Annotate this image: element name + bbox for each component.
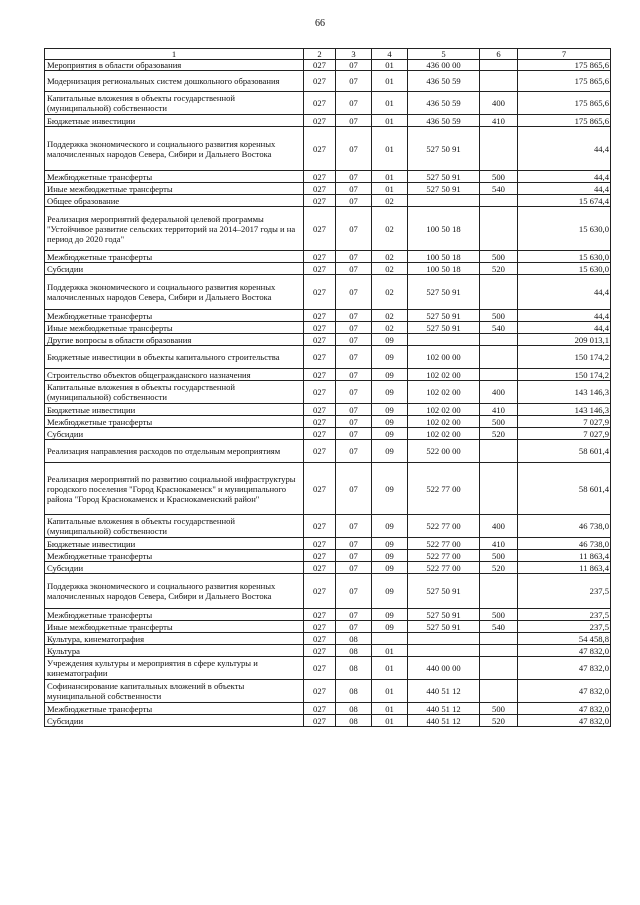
header-cell-1: 1	[45, 49, 304, 60]
row-expense-type-cell: 540	[480, 621, 518, 633]
row-amount-cell: 46 738,0	[518, 538, 611, 550]
table-row	[45, 715, 611, 727]
row-name-cell: Культура	[45, 645, 304, 657]
row-name-cell: Межбюджетные трансферты	[45, 609, 304, 621]
row-subsection-cell: 09	[372, 574, 408, 609]
row-amount-cell: 15 630,0	[518, 251, 611, 263]
table-row	[45, 171, 611, 183]
row-name-cell: Реализация направления расходов по отдельным мероприятиям	[45, 440, 304, 463]
row-target-cell: 102 02 00	[408, 416, 480, 428]
row-code-cell: 027	[304, 609, 336, 621]
row-target-cell: 527 50 91	[408, 621, 480, 633]
row-target-cell	[408, 633, 480, 645]
row-name-cell: Субсидии	[45, 428, 304, 440]
row-name-cell: Субсидии	[45, 263, 304, 275]
row-expense-type-cell: 520	[480, 715, 518, 727]
row-section-cell: 07	[336, 562, 372, 574]
row-expense-type-cell: 540	[480, 183, 518, 195]
row-amount-cell: 58 601,4	[518, 440, 611, 463]
row-name-cell: Другие вопросы в области образования	[45, 334, 304, 346]
row-expense-type-cell	[480, 440, 518, 463]
row-name-cell: Капитальные вложения в объекты государственной (муниципальной) собственности	[45, 515, 304, 538]
row-expense-type-cell: 500	[480, 251, 518, 263]
row-section-cell: 07	[336, 92, 372, 115]
row-target-cell: 522 77 00	[408, 515, 480, 538]
row-subsection-cell: 01	[372, 680, 408, 703]
row-amount-cell: 44,4	[518, 322, 611, 334]
row-section-cell: 07	[336, 334, 372, 346]
row-subsection-cell: 09	[372, 550, 408, 562]
row-code-cell: 027	[304, 440, 336, 463]
row-amount-cell: 58 601,4	[518, 463, 611, 515]
table-row	[45, 657, 611, 680]
row-name-cell: Межбюджетные трансферты	[45, 171, 304, 183]
header-cell-7: 7	[518, 49, 611, 60]
row-subsection-cell: 02	[372, 275, 408, 310]
table-row	[45, 609, 611, 621]
row-code-cell: 027	[304, 127, 336, 171]
row-code-cell: 027	[304, 183, 336, 195]
row-target-cell: 436 50 59	[408, 115, 480, 127]
row-expense-type-cell: 520	[480, 428, 518, 440]
row-name-cell: Общее образование	[45, 195, 304, 207]
row-amount-cell: 47 832,0	[518, 657, 611, 680]
row-name-cell: Поддержка экономического и социального развития коренных малочисленных народов Севера, Сибири и Дальнего Востока	[45, 275, 304, 310]
row-subsection-cell: 01	[372, 657, 408, 680]
row-amount-cell: 150 174,2	[518, 369, 611, 381]
row-amount-cell: 15 674,4	[518, 195, 611, 207]
table-row	[45, 428, 611, 440]
row-expense-type-cell	[480, 574, 518, 609]
header-cell-3: 3	[336, 49, 372, 60]
row-expense-type-cell	[480, 633, 518, 645]
row-expense-type-cell	[480, 60, 518, 71]
row-section-cell: 08	[336, 715, 372, 727]
row-code-cell: 027	[304, 416, 336, 428]
row-code-cell: 027	[304, 275, 336, 310]
row-section-cell: 07	[336, 115, 372, 127]
budget-table	[44, 48, 611, 727]
row-section-cell: 07	[336, 609, 372, 621]
row-name-cell: Софинансирование капитальных вложений в объекты муниципальной собственности	[45, 680, 304, 703]
row-name-cell: Бюджетные инвестиции	[45, 538, 304, 550]
row-section-cell: 07	[336, 310, 372, 322]
row-section-cell: 07	[336, 275, 372, 310]
row-subsection-cell: 01	[372, 703, 408, 715]
table-row	[45, 275, 611, 310]
row-subsection-cell: 09	[372, 538, 408, 550]
row-amount-cell: 47 832,0	[518, 645, 611, 657]
row-amount-cell: 209 013,1	[518, 334, 611, 346]
row-code-cell: 027	[304, 404, 336, 416]
row-code-cell: 027	[304, 322, 336, 334]
row-subsection-cell: 01	[372, 183, 408, 195]
row-section-cell: 07	[336, 416, 372, 428]
row-name-cell: Капитальные вложения в объекты государственной (муниципальной) собственности	[45, 92, 304, 115]
row-section-cell: 07	[336, 183, 372, 195]
row-section-cell: 07	[336, 60, 372, 71]
row-amount-cell: 175 865,6	[518, 92, 611, 115]
row-section-cell: 07	[336, 369, 372, 381]
row-expense-type-cell	[480, 275, 518, 310]
row-name-cell: Поддержка экономического и социального развития коренных малочисленных народов Севера, Сибири и Дальнего Востока	[45, 127, 304, 171]
row-expense-type-cell: 500	[480, 703, 518, 715]
row-code-cell: 027	[304, 310, 336, 322]
table-row	[45, 263, 611, 275]
row-code-cell: 027	[304, 515, 336, 538]
row-subsection-cell: 02	[372, 322, 408, 334]
row-code-cell: 027	[304, 207, 336, 251]
row-target-cell: 522 77 00	[408, 463, 480, 515]
table-row	[45, 440, 611, 463]
row-code-cell: 027	[304, 60, 336, 71]
row-target-cell: 527 50 91	[408, 171, 480, 183]
page-number: 66	[315, 18, 325, 29]
row-subsection-cell: 09	[372, 463, 408, 515]
row-name-cell: Бюджетные инвестиции	[45, 404, 304, 416]
row-expense-type-cell: 520	[480, 562, 518, 574]
row-code-cell: 027	[304, 550, 336, 562]
header-cell-4: 4	[372, 49, 408, 60]
row-subsection-cell: 01	[372, 60, 408, 71]
row-section-cell: 07	[336, 171, 372, 183]
row-target-cell: 102 02 00	[408, 369, 480, 381]
table-row	[45, 346, 611, 369]
row-name-cell: Межбюджетные трансферты	[45, 703, 304, 715]
row-target-cell	[408, 334, 480, 346]
row-expense-type-cell: 500	[480, 609, 518, 621]
table-row	[45, 633, 611, 645]
row-name-cell: Культура, кинематография	[45, 633, 304, 645]
table-row	[45, 680, 611, 703]
row-name-cell: Межбюджетные трансферты	[45, 550, 304, 562]
row-section-cell: 07	[336, 515, 372, 538]
row-section-cell: 08	[336, 645, 372, 657]
header-row	[45, 49, 611, 60]
row-code-cell: 027	[304, 680, 336, 703]
row-subsection-cell: 09	[372, 346, 408, 369]
row-name-cell: Реализация мероприятий федеральной целевой программы "Устойчивое развитие сельских территорий на 2014–2017 годы и на период до 2020 года"	[45, 207, 304, 251]
row-amount-cell: 47 832,0	[518, 703, 611, 715]
row-expense-type-cell: 540	[480, 322, 518, 334]
row-amount-cell: 237,5	[518, 621, 611, 633]
table-row	[45, 645, 611, 657]
row-target-cell: 436 00 00	[408, 60, 480, 71]
row-expense-type-cell: 400	[480, 515, 518, 538]
row-amount-cell: 15 630,0	[518, 207, 611, 251]
table-row	[45, 574, 611, 609]
row-target-cell: 522 77 00	[408, 538, 480, 550]
row-expense-type-cell	[480, 645, 518, 657]
row-target-cell	[408, 195, 480, 207]
row-subsection-cell: 01	[372, 171, 408, 183]
table-row	[45, 71, 611, 92]
table-row	[45, 127, 611, 171]
row-code-cell: 027	[304, 657, 336, 680]
row-amount-cell: 175 865,6	[518, 115, 611, 127]
table-row	[45, 92, 611, 115]
row-name-cell: Поддержка экономического и социального развития коренных малочисленных народов Севера, Сибири и Дальнего Востока	[45, 574, 304, 609]
table-row	[45, 404, 611, 416]
row-target-cell: 522 77 00	[408, 562, 480, 574]
row-target-cell	[408, 645, 480, 657]
row-section-cell: 07	[336, 621, 372, 633]
row-section-cell: 07	[336, 404, 372, 416]
row-target-cell: 527 50 91	[408, 183, 480, 195]
row-target-cell: 100 50 18	[408, 263, 480, 275]
row-amount-cell: 175 865,6	[518, 71, 611, 92]
table-row	[45, 334, 611, 346]
row-amount-cell: 44,4	[518, 183, 611, 195]
row-section-cell: 07	[336, 127, 372, 171]
row-subsection-cell: 02	[372, 195, 408, 207]
table-row	[45, 463, 611, 515]
table-row	[45, 703, 611, 715]
row-code-cell: 027	[304, 381, 336, 404]
row-name-cell: Капитальные вложения в объекты государственной (муниципальной) собственности	[45, 381, 304, 404]
row-section-cell: 07	[336, 346, 372, 369]
row-code-cell: 027	[304, 633, 336, 645]
row-amount-cell: 237,5	[518, 609, 611, 621]
row-subsection-cell: 02	[372, 251, 408, 263]
row-name-cell: Субсидии	[45, 715, 304, 727]
row-subsection-cell: 01	[372, 715, 408, 727]
row-amount-cell: 11 863,4	[518, 550, 611, 562]
table-row	[45, 550, 611, 562]
row-target-cell: 440 51 12	[408, 680, 480, 703]
row-expense-type-cell: 500	[480, 171, 518, 183]
row-amount-cell: 15 630,0	[518, 263, 611, 275]
row-subsection-cell: 09	[372, 369, 408, 381]
row-code-cell: 027	[304, 115, 336, 127]
row-name-cell: Межбюджетные трансферты	[45, 310, 304, 322]
row-expense-type-cell: 410	[480, 538, 518, 550]
row-subsection-cell	[372, 633, 408, 645]
table-row	[45, 381, 611, 404]
row-code-cell: 027	[304, 703, 336, 715]
row-amount-cell: 7 027,9	[518, 428, 611, 440]
row-section-cell: 07	[336, 381, 372, 404]
row-name-cell: Мероприятия в области образования	[45, 60, 304, 71]
row-subsection-cell: 09	[372, 562, 408, 574]
row-section-cell: 08	[336, 703, 372, 715]
row-section-cell: 07	[336, 195, 372, 207]
row-target-cell: 527 50 91	[408, 609, 480, 621]
row-code-cell: 027	[304, 645, 336, 657]
row-name-cell: Субсидии	[45, 562, 304, 574]
row-amount-cell: 47 832,0	[518, 680, 611, 703]
table-row	[45, 115, 611, 127]
row-expense-type-cell: 500	[480, 310, 518, 322]
row-expense-type-cell: 500	[480, 416, 518, 428]
row-name-cell: Бюджетные инвестиции в объекты капитального строительства	[45, 346, 304, 369]
row-target-cell: 527 50 91	[408, 574, 480, 609]
row-amount-cell: 44,4	[518, 171, 611, 183]
row-amount-cell: 143 146,3	[518, 404, 611, 416]
row-name-cell: Иные межбюджетные трансферты	[45, 183, 304, 195]
row-amount-cell: 44,4	[518, 127, 611, 171]
table-row	[45, 538, 611, 550]
row-name-cell: Модернизация региональных систем дошкольного образования	[45, 71, 304, 92]
row-amount-cell: 237,5	[518, 574, 611, 609]
row-code-cell: 027	[304, 334, 336, 346]
row-target-cell: 527 50 91	[408, 275, 480, 310]
row-subsection-cell: 02	[372, 310, 408, 322]
row-expense-type-cell: 410	[480, 404, 518, 416]
row-code-cell: 027	[304, 538, 336, 550]
table-row	[45, 562, 611, 574]
row-subsection-cell: 01	[372, 115, 408, 127]
row-subsection-cell: 09	[372, 404, 408, 416]
row-subsection-cell: 09	[372, 440, 408, 463]
row-subsection-cell: 02	[372, 207, 408, 251]
row-expense-type-cell	[480, 346, 518, 369]
row-subsection-cell: 09	[372, 334, 408, 346]
row-subsection-cell: 09	[372, 381, 408, 404]
row-target-cell: 436 50 59	[408, 92, 480, 115]
row-code-cell: 027	[304, 621, 336, 633]
row-expense-type-cell	[480, 657, 518, 680]
row-expense-type-cell	[480, 127, 518, 171]
row-target-cell: 102 02 00	[408, 428, 480, 440]
row-subsection-cell: 09	[372, 621, 408, 633]
row-code-cell: 027	[304, 92, 336, 115]
row-name-cell: Строительство объектов общегражданского назначения	[45, 369, 304, 381]
row-target-cell: 100 50 18	[408, 251, 480, 263]
row-target-cell: 440 00 00	[408, 657, 480, 680]
row-amount-cell: 11 863,4	[518, 562, 611, 574]
row-amount-cell: 46 738,0	[518, 515, 611, 538]
row-target-cell: 527 50 91	[408, 127, 480, 171]
row-subsection-cell: 01	[372, 71, 408, 92]
row-expense-type-cell: 500	[480, 550, 518, 562]
row-expense-type-cell: 400	[480, 92, 518, 115]
row-amount-cell: 175 865,6	[518, 60, 611, 71]
row-expense-type-cell	[480, 195, 518, 207]
row-section-cell: 07	[336, 207, 372, 251]
row-section-cell: 07	[336, 251, 372, 263]
row-code-cell: 027	[304, 574, 336, 609]
table-row	[45, 207, 611, 251]
row-section-cell: 07	[336, 263, 372, 275]
header-cell-2: 2	[304, 49, 336, 60]
row-name-cell: Иные межбюджетные трансферты	[45, 322, 304, 334]
table-row	[45, 195, 611, 207]
row-target-cell: 102 00 00	[408, 346, 480, 369]
row-expense-type-cell	[480, 463, 518, 515]
row-section-cell: 07	[336, 550, 372, 562]
row-code-cell: 027	[304, 463, 336, 515]
row-target-cell: 527 50 91	[408, 322, 480, 334]
row-name-cell: Бюджетные инвестиции	[45, 115, 304, 127]
row-target-cell: 440 51 12	[408, 715, 480, 727]
row-expense-type-cell	[480, 207, 518, 251]
row-code-cell: 027	[304, 562, 336, 574]
row-subsection-cell: 09	[372, 416, 408, 428]
table-row	[45, 369, 611, 381]
row-target-cell: 102 02 00	[408, 404, 480, 416]
row-target-cell: 436 50 59	[408, 71, 480, 92]
row-section-cell: 07	[336, 440, 372, 463]
row-subsection-cell: 01	[372, 127, 408, 171]
row-name-cell: Иные межбюджетные трансферты	[45, 621, 304, 633]
row-code-cell: 027	[304, 171, 336, 183]
row-name-cell: Учреждения культуры и мероприятия в сфере культуры и кинематографии	[45, 657, 304, 680]
row-subsection-cell: 09	[372, 428, 408, 440]
row-target-cell: 100 50 18	[408, 207, 480, 251]
row-amount-cell: 47 832,0	[518, 715, 611, 727]
row-expense-type-cell	[480, 334, 518, 346]
row-code-cell: 027	[304, 71, 336, 92]
row-amount-cell: 54 458,8	[518, 633, 611, 645]
header-cell-5: 5	[408, 49, 480, 60]
table-row	[45, 310, 611, 322]
row-subsection-cell: 09	[372, 515, 408, 538]
row-section-cell: 07	[336, 71, 372, 92]
row-code-cell: 027	[304, 263, 336, 275]
row-target-cell: 527 50 91	[408, 310, 480, 322]
row-target-cell: 440 51 12	[408, 703, 480, 715]
row-name-cell: Межбюджетные трансферты	[45, 416, 304, 428]
table-row	[45, 515, 611, 538]
row-code-cell: 027	[304, 369, 336, 381]
row-section-cell: 07	[336, 463, 372, 515]
row-expense-type-cell	[480, 369, 518, 381]
table-row	[45, 251, 611, 263]
row-expense-type-cell	[480, 71, 518, 92]
row-subsection-cell: 02	[372, 263, 408, 275]
row-amount-cell: 44,4	[518, 310, 611, 322]
row-code-cell: 027	[304, 715, 336, 727]
row-section-cell: 08	[336, 633, 372, 645]
table-row	[45, 416, 611, 428]
table-body	[45, 60, 611, 727]
row-section-cell: 07	[336, 574, 372, 609]
row-amount-cell: 143 146,3	[518, 381, 611, 404]
row-section-cell: 07	[336, 322, 372, 334]
row-section-cell: 08	[336, 680, 372, 703]
row-section-cell: 08	[336, 657, 372, 680]
row-amount-cell: 44,4	[518, 275, 611, 310]
table-row	[45, 60, 611, 71]
row-target-cell: 102 02 00	[408, 381, 480, 404]
row-name-cell: Реализация мероприятий по развитию социальной инфраструктуры городского поселения "Город Краснокаменск" и муниципального района "Город Краснокаменск и Краснокаменский район"	[45, 463, 304, 515]
row-name-cell: Межбюджетные трансферты	[45, 251, 304, 263]
row-subsection-cell: 09	[372, 609, 408, 621]
row-code-cell: 027	[304, 346, 336, 369]
row-expense-type-cell: 520	[480, 263, 518, 275]
row-expense-type-cell: 400	[480, 381, 518, 404]
row-target-cell: 522 00 00	[408, 440, 480, 463]
row-subsection-cell: 01	[372, 92, 408, 115]
header-cell-6: 6	[480, 49, 518, 60]
row-expense-type-cell: 410	[480, 115, 518, 127]
row-subsection-cell: 01	[372, 645, 408, 657]
row-section-cell: 07	[336, 538, 372, 550]
row-code-cell: 027	[304, 251, 336, 263]
table-row	[45, 621, 611, 633]
row-code-cell: 027	[304, 195, 336, 207]
table-row	[45, 183, 611, 195]
row-amount-cell: 7 027,9	[518, 416, 611, 428]
row-expense-type-cell	[480, 680, 518, 703]
table-row	[45, 322, 611, 334]
row-section-cell: 07	[336, 428, 372, 440]
row-amount-cell: 150 174,2	[518, 346, 611, 369]
row-target-cell: 522 77 00	[408, 550, 480, 562]
row-code-cell: 027	[304, 428, 336, 440]
